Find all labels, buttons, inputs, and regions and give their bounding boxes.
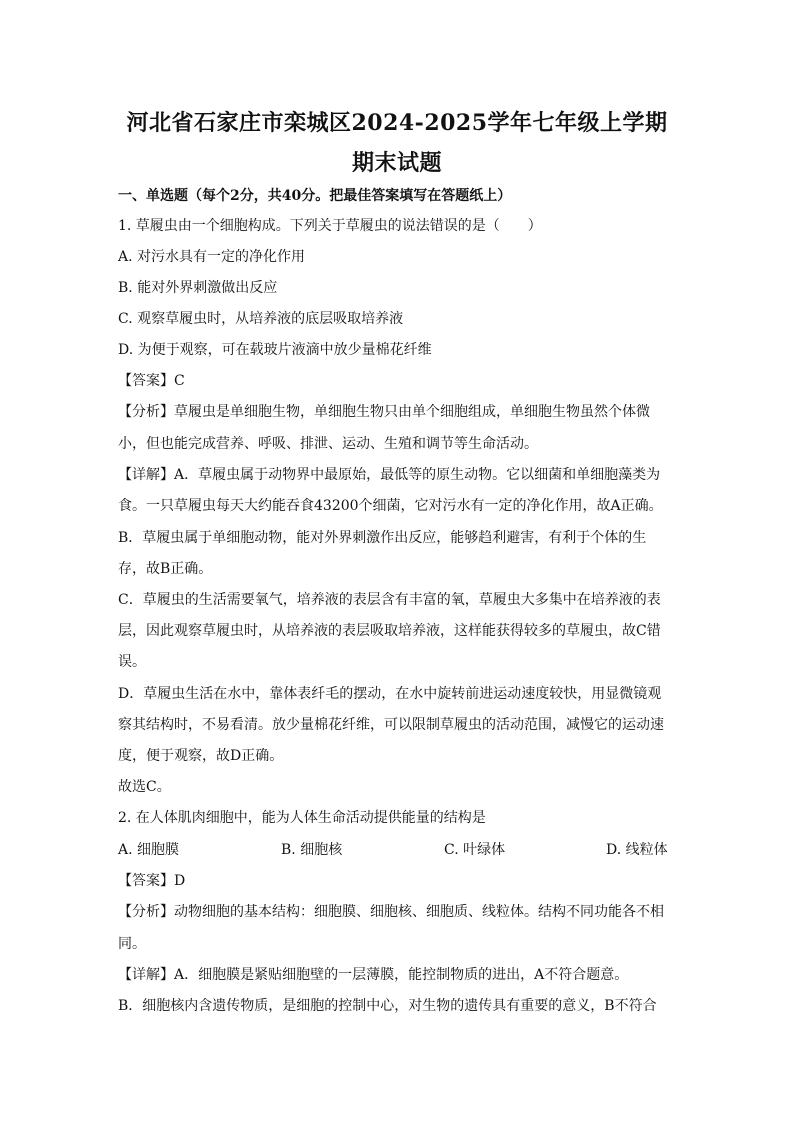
q2-analysis-line: 同。: [118, 936, 146, 952]
q2-stem: 2. 在人体肌肉细胞中，能为人体生命活动提供能量的结构是: [118, 810, 486, 826]
q1-detail-line: C．草履虫的生活需要氧气，培养液的表层含有丰富的氧，草履虫大多集中在培养液的表: [118, 592, 661, 608]
q1-detail-line: 食。一只草履虫每天大约能吞食43200个细菌，它对污水有一定的净化作用，故A正确。: [118, 498, 663, 514]
q2-option-d: D. 线粒体: [606, 842, 668, 858]
q1-answer: 【答案】C: [118, 373, 185, 389]
document-title-line-2: 期末试题: [351, 150, 442, 176]
q2-detail-line: B．细胞核内含遗传物质，是细胞的控制中心，对生物的遗传具有重要的意义，B不符合: [118, 998, 657, 1014]
q1-detail-line: 层，因此观察草履虫时，从培养液的表层吸取培养液，这样能获得较多的草履虫，故C错: [118, 623, 661, 639]
q1-detail-line: 误。: [118, 654, 146, 670]
section-heading: 一、单选题（每个2分，共40分。把最佳答案填写在答题纸上）: [118, 188, 512, 204]
q2-option-a: A. 细胞膜: [118, 842, 180, 858]
q1-analysis-line: 【分析】草履虫是单细胞生物，单细胞生物只由单个细胞组成，单细胞生物虽然个体微: [118, 404, 650, 420]
q2-analysis-line: 【分析】动物细胞的基本结构：细胞膜、细胞核、细胞质、线粒体。结构不同功能各不相: [118, 904, 664, 920]
q1-detail-line: 【详解】A．草履虫属于动物界中最原始，最低等的原生动物。它以细菌和单细胞藻类为: [118, 467, 661, 483]
q1-detail-line: 察其结构时，不易看清。放少量棉花纤维，可以限制草履虫的活动范围，减慢它的运动速: [118, 717, 664, 733]
q1-analysis-line: 小，但也能完成营养、呼吸、排泄、运动、生殖和调节等生命活动。: [118, 436, 538, 452]
q1-conclusion: 故选C。: [118, 779, 171, 795]
q1-stem: 1. 草履虫由一个细胞构成。下列关于草履虫的说法错误的是（ ）: [118, 218, 542, 234]
document-title-line-1: 河北省石家庄市栾城区2024-2025学年七年级上学期: [126, 110, 668, 136]
q2-detail-line: 【详解】A．细胞膜是紧贴细胞壁的一层薄膜，能控制物质的进出，A不符合题意。: [118, 967, 629, 983]
q1-option-c: C. 观察草履虫时，从培养液的底层吸取培养液: [118, 311, 404, 327]
q1-detail-line: 度，便于观察，故D正确。: [118, 748, 284, 764]
q1-detail-line: D．草履虫生活在水中，靠体表纤毛的摆动，在水中旋转前进运动速度较快，用显微镜观: [118, 686, 662, 702]
q1-option-b: B. 能对外界刺激做出反应: [118, 280, 278, 296]
q2-option-b: B. 细胞核: [281, 842, 343, 858]
q1-detail-line: 存，故B正确。: [118, 561, 213, 577]
q1-detail-line: B．草履虫属于单细胞动物，能对外界刺激作出反应，能够趋利避害，有利于个体的生: [118, 530, 647, 546]
q2-option-c: C. 叶绿体: [444, 842, 506, 858]
q1-option-d: D. 为便于观察，可在载玻片液滴中放少量棉花纤维: [118, 342, 432, 358]
q1-option-a: A. 对污水具有一定的净化作用: [118, 249, 306, 265]
q2-answer: 【答案】D: [118, 873, 186, 889]
